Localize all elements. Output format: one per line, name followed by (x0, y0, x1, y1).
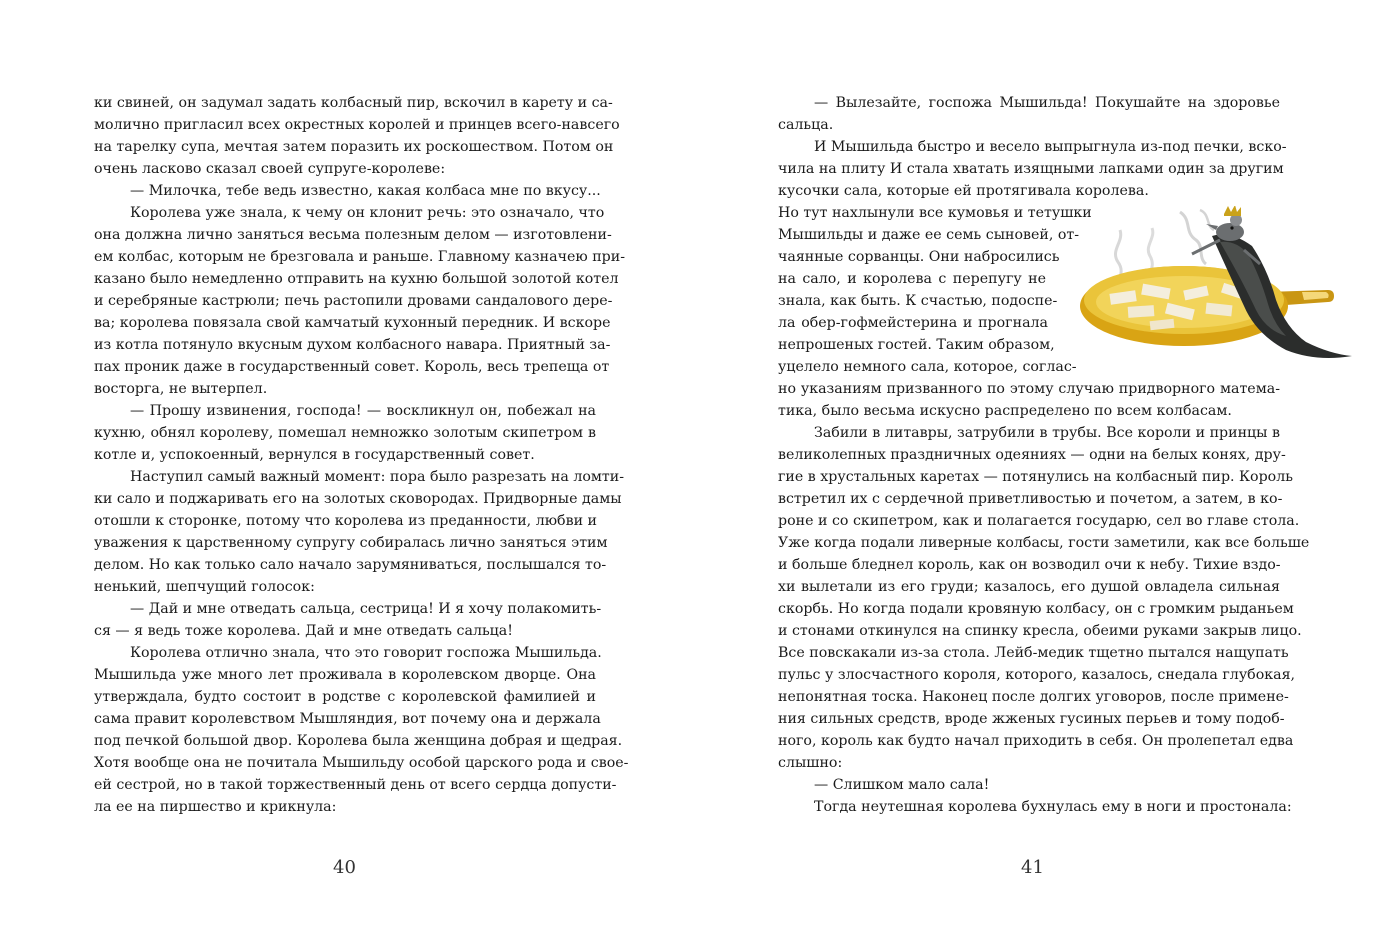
text-line: ей сестрой, но в такой торжественный день от всего сердца допусти- (94, 777, 617, 793)
text-line: кусочки сала, которые ей протягивала королева. (778, 183, 1149, 199)
text-line: Королева отлично знала, что это говорит госпожа Мышильда. (130, 645, 602, 661)
text-line: казано было немедленно отправить на кухню большой золотой котел (94, 271, 619, 287)
text-line: Мышильда уже много лет проживала в королевском дворце. Она (94, 667, 596, 683)
text-line: делом. Но как только сало начало зарумяниваться, послышался то- (94, 557, 607, 573)
text-line: Но тут нахлынули все кумовья и тетушки (778, 205, 1092, 221)
page-number-right: 41 (1021, 857, 1044, 878)
text-line: чаянные сорванцы. Они набросились (778, 249, 1060, 265)
text-line: встретил их с сердечной приветливостью и почетом, а затем, в ко- (778, 491, 1283, 507)
text-line: Уже когда подали ливерные колбасы, гости заметили, как все больше (778, 535, 1310, 551)
text-line: ния сильных средств, вроде жженых гусиных перьев и тому подоб- (778, 711, 1285, 727)
text-line: — Дай и мне отведать сальца, сестрица! И я хочу полакомить- (130, 601, 602, 617)
page-number-left: 40 (333, 857, 356, 878)
text-line: ва; королева повязала свой камчатый кухонный передник. И вскоре (94, 315, 611, 331)
text-line: ки сало и поджаривать его на золотых сковородах. Придворные дамы (94, 491, 622, 507)
text-line: Наступил самый важный момент: пора было разрезать на ломти- (130, 469, 625, 485)
text-line: — Милочка, тебе ведь известно, какая колбаса мне по вкусу... (130, 183, 601, 199)
text-line: и стонами откинулся на спинку кресла, обеими руками закрыв лицо. (778, 623, 1302, 639)
text-line: Хотя вообще она не почитала Мышильду особой царского рода и свое- (94, 755, 629, 771)
text-line: чила на плиту И стала хватать изящными лапками один за другим (778, 161, 1284, 177)
text-line: хи вылетали из его груди; казалось, его душой овладела сильная (778, 579, 1280, 595)
text-line: и больше бледнел король, как он возводил очи к небу. Тихие вздо- (778, 557, 1281, 573)
text-line: — Прошу извинения, господа! — воскликнул он, побежал на (130, 403, 596, 419)
text-line: отошли к сторонке, потому что королева из преданности, любви и (94, 513, 598, 529)
right-page-text (778, 92, 1310, 818)
text-line: слышно: (778, 755, 843, 771)
frying-pan-icon (1080, 206, 1356, 366)
text-line: Все повскакали из-за стола. Лейб-медик тщетно пытался нащупать (778, 645, 1289, 661)
text-line: непрошеных гостей. Таким образом, (778, 337, 1055, 353)
text-line: ного, король как будто начал приходить в себя. Он пролепетал едва (778, 733, 1294, 749)
text-line: пах проник даже в государственный совет. Король, весь трепеща от (94, 359, 610, 375)
text-line: сама правит королевством Мышляндия, вот почему она и держала (94, 711, 601, 727)
text-line: — Слишком мало сала! (814, 777, 990, 793)
text-line: уважения к царственному супругу собиралась лично заняться этим (94, 535, 608, 551)
text-line: ем колбас, которым не брезговала и раньше. Главному казначею при- (94, 249, 626, 265)
text-line: на тарелку супа, мечтая затем поразить их роскошеством. Потом он (94, 139, 614, 155)
text-line: уцелело немного сала, которое, соглас- (778, 359, 1077, 375)
text-line: ненький, шепчущий голосок: (94, 579, 315, 595)
text-line: Тогда неутешная королева бухнулась ему в ноги и простонала: (814, 799, 1292, 815)
text-line: молично пригласил всех окрестных королей и принцев всего-навсего (94, 117, 620, 133)
mouse-on-frying-pan-illustration (1080, 206, 1356, 366)
text-line: ся — я ведь тоже королева. Дай и мне отведать сальца! (94, 623, 513, 639)
text-line: непонятная тоска. Наконец после долгих уговоров, после примене- (778, 689, 1289, 705)
text-line: ла ее на пиршество и крикнула: (94, 799, 337, 815)
text-line: она должна лично заняться весьма полезным делом — изготовлени- (94, 227, 612, 243)
text-line: великолепных праздничных одеяниях — одни на белых конях, дру- (778, 447, 1286, 463)
text-line: очень ласково сказал своей супруге-королеве: (94, 161, 446, 177)
text-line: но указаниям призванного по этому случаю придворного матема- (778, 381, 1280, 397)
text-line: восторга, не вытерпел. (94, 381, 268, 397)
text-line: скорбь. Но когда подали кровяную колбасу, он с громким рыданьем (778, 601, 1294, 617)
text-line: кухню, обнял королеву, помешал немножко золотым скипетром в (94, 425, 596, 441)
text-line: гие в хрустальных каретах — потянулись на колбасный пир. Король (778, 469, 1293, 485)
text-line: тика, было весьма искусно распределено по всем колбасам. (778, 403, 1232, 419)
text-line: из котла потянуло вкусным духом колбасного навара. Приятный за- (94, 337, 611, 353)
text-line: — Вылезайте, госпожа Мышильда! Покушайте на здоровье (814, 95, 1280, 111)
text-line: сальца. (778, 117, 834, 133)
text-line: знала, как быть. К счастью, подоспе- (778, 293, 1058, 309)
left-page-text (94, 92, 629, 818)
text-line: ки свиней, он задумал задать колбасный пир, вскочил в карету и са- (94, 95, 613, 111)
text-line: И Мышильда быстро и весело выпрыгнула из-под печки, вско- (814, 139, 1287, 155)
text-line: Забили в литавры, затрубили в трубы. Все короли и принцы в (814, 425, 1280, 441)
text-line: Мышильды и даже ее семь сыновей, от- (778, 227, 1080, 243)
text-line: и серебряные кастрюли; печь растопили дровами сандалового дере- (94, 293, 613, 309)
text-line: Королева уже знала, к чему он клонит речь: это означало, что (130, 205, 605, 221)
text-line: роне и со скипетром, как и полагается государю, сел во главе стола. (778, 513, 1300, 529)
text-line: на сало, и королева с перепугу не (778, 271, 1046, 287)
text-line: котле и, успокоенный, вернулся в государственный совет. (94, 447, 535, 463)
text-line: ла обер-гофмейстерина и прогнала (778, 315, 1048, 331)
text-line: под печкой большой двор. Королева была женщина добрая и щедрая. (94, 733, 623, 749)
text-line: утверждала, будто состоит в родстве с королевской фамилией и (94, 689, 596, 705)
text-line: пульс у злосчастного короля, которого, казалось, снедала глубокая, (778, 667, 1296, 683)
